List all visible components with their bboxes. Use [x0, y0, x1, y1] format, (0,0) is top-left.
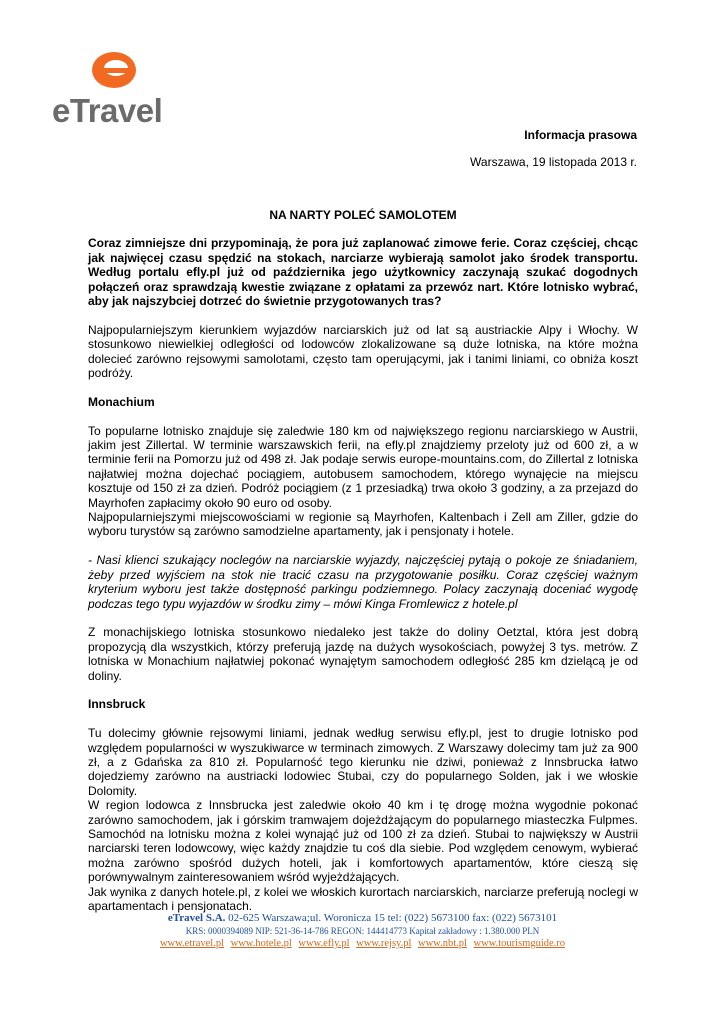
footer-address-line: [0, 912, 725, 925]
logo-wordmark: eTravel: [52, 92, 163, 129]
link-hotele[interactable]: www.hotele.pl: [230, 938, 292, 949]
link-nbt[interactable]: www.nbt.pl: [418, 938, 467, 949]
footer-links: [0, 937, 725, 951]
intro-paragraph: Najpopularniejszym kierunkiem wyjazdów narciarskich już od lat są austriackie Alpy i Włochy. W stosunkowo niewielkiej odległości od lodowców zlokalizowane są duże lotniska, na które można dolecieć zarówno rejsowymi samolotami, często tam operującymi, jak i tanimi liniami, co obniża koszt podróży.: [88, 322, 638, 381]
paragraph: Tu dolecimy głównie rejsowymi liniami, jednak według serwisu efly.pl, jest to drugie lotnisko pod względem popularności w wyszukiwarce w terminach zimowych. Z Warszawy dolecimy tam już za 900 zł, a z Gdańska za 810 zł. Popularność tego kierunku nie dziwi, ponieważ z Innsbrucka łatwo dojedziemy zarówno na austriacki lodowiec Stubai, czy do popularnego Solden, jak i we włoskie Dolomity.: [88, 726, 638, 798]
press-release-label: Informacja prasowa: [524, 128, 637, 142]
link-rejsy[interactable]: www.rejsy.pl: [356, 938, 412, 949]
paragraph: Najpopularniejszymi miejscowościami w regionie są Mayrhofen, Kaltenbach i Zell am Ziller, gdzie do wyboru turystów są zarówno samodzielne apartamenty, jak i pensjonaty i hotele.: [88, 510, 638, 539]
quote-paragraph: - Nasi klienci szukający noclegów na narciarskie wyjazdy, najczęściej pytają o pokoje ze śniadaniem, żeby przed wyjściem na stok nie tracić czasu na przygotowanie posiłku. Coraz częściej ważnym kryterium wyboru jest także dostępność parkingu podziemnego. Polacy zaczynają doceniać wygodę podczas tego typu wyjazdów w środku zimy – mówi Kinga Fromlewicz z hotele.pl: [88, 553, 638, 611]
footer-company: eTravel S.A.: [167, 912, 226, 924]
article-lead: Coraz zimniejsze dni przypominają, że pora już zaplanować zimowe ferie. Coraz częściej, chcąc jak najwięcej czasu spędzić na stokach, narciarze wybierają samolot jako środek transportu. Według portalu efly.pl już od października jego użytkownicy zaczynają szukać dogodnych połączeń oraz sprawdzają kwestie związane z opłatami za przewóz nart. Które lotnisko wybrać, aby jak najszybciej dotrzeć do świetnie przygotowanych tras?: [88, 236, 638, 309]
link-tourismguide[interactable]: www.tourismguide.ro: [473, 938, 566, 949]
section-heading-munich: Monachium: [88, 394, 155, 409]
paragraph: Jak wynika z danych hotele.pl, z kolei we włoskich kurortach narciarskich, narciarze preferują noclegi w apartamentach i pensjonatach.: [88, 884, 638, 913]
footer-address: 02-625 Warszawa;ul. Woronicza 15 tel: (022) 5673100 fax: (022) 5673101: [225, 912, 558, 924]
paragraph: To popularne lotnisko znajduje się zaledwie 180 km od największego regionu narciarskiego w Austrii, jakim jest Zillertal. W terminie warszawskich ferii, na efly.pl znajdziemy przeloty już od 600 zł, a w terminie ferii na Pomorzu już od 498 zł. Jak podaje serwis europe-mountains.com, do Zillertal z lotniska najłatwiej można dojechać pociągiem, autobusem samochodem, którego wynajęcie na miejscu kosztuje od 150 zł za dzień. Podróż pociągiem (z 1 przesiadką) trwa około 3 godziny, a za przejazd do Mayrhofen zapłacimy około 90 euro od osoby.: [88, 423, 638, 510]
release-date: Warszawa, 19 listopada 2013 r.: [470, 155, 637, 169]
link-etravel[interactable]: www.etravel.pl: [159, 938, 225, 949]
article-title: NA NARTY POLEĆ SAMOLOTEM: [269, 208, 457, 222]
etravel-logo-mark-icon: [52, 44, 172, 94]
paragraph: Z monachijskiego lotniska stosunkowo niedaleko jest także do doliny Oetztal, która jest dobrą propozycją dla wszystkich, którzy preferują jazdę na dużych wysokościach, powyżej 3 tys. metrów. Z lotniska w Monachium najłatwiej pokonać wynajętym samochodem odległość 285 km dzielącą je od doliny.: [88, 625, 638, 683]
article-body: [88, 208, 638, 913]
section-heading-innsbruck: Innsbruck: [88, 697, 146, 712]
link-efly[interactable]: www.efly.pl: [298, 938, 350, 949]
page-footer: [0, 912, 725, 951]
footer-registry: KRS: 0000394089 NIP: 521-36-14-786 REGON: 144414773 Kapitał zakładowy : 1.380.000 PLN: [185, 926, 540, 936]
paragraph: W region lodowca z Innsbrucka jest zaledwie około 40 km i tę drogę można wygodnie pokonać zarówno samochodem, jak i górskim tramwajem dojeżdżającym do popularnego miasteczka Fulpmes. Samochód na lotnisku można z kolei wynająć już od 100 zł za dzień. Stubai to największy w Austrii narciarski teren lodowcowy, więc każdy znajdzie tu coś dla siebie. Pod względem cenowym, wybierać można zarówno spośród dużych hoteli, jak i komfortowych apartamentów, które cieszą się porównywalnym zainteresowaniem wśród wyjeżdżających.: [88, 798, 638, 885]
